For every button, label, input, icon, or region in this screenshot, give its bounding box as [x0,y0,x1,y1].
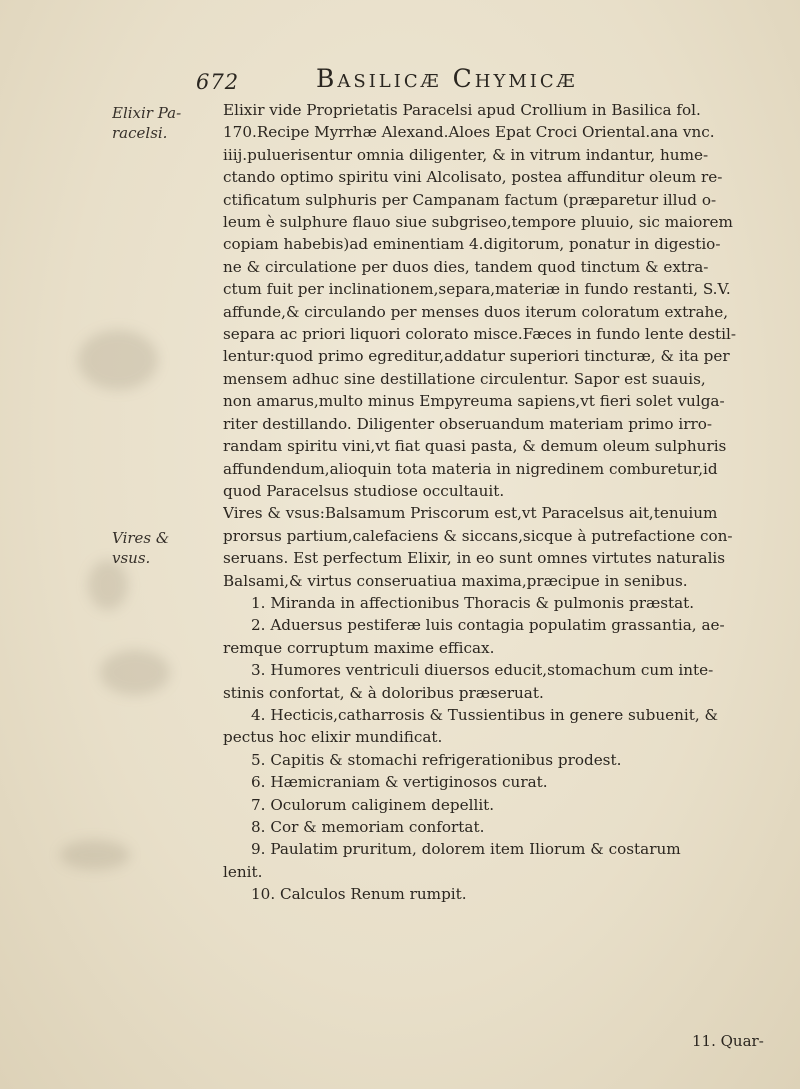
text-line: non amarus,multo minus Empyreuma sapiens,vt fieri solet vulga- [223,392,725,411]
text-line: randam spiritu vini,vt fiat quasi pasta, & demum oleum sulphuris [223,437,727,456]
list-item: 7. Oculorum caliginem depellit. [251,795,495,814]
text-line: affundendum,alioquin tota materia in nigredinem comburetur,id [223,459,718,478]
text-line: affunde,& circulando per menses duos iterum coloratum extrahe, [223,302,729,321]
list-item-continuation: remque corruptum maxime efficax. [223,638,495,657]
list-item: 4. Hecticis,catharrosis & Tussientibus in genere subuenit, & [251,705,719,724]
text-line: seruans. Est perfectum Elixir, in eo sunt omnes virtutes naturalis [223,549,726,568]
text-line: separa ac priori liquori colorato misce.Fæces in fundo lente destil- [223,325,736,344]
text-line: 170.Recipe Myrrhæ Alexand.Aloes Epat Croci Oriental.ana vnc. [223,123,715,142]
list-item-continuation: lenit. [223,862,263,881]
main-text [223,99,768,906]
text-line: copiam habebis)ad eminentiam 4.digitorum, ponatur in digestio- [223,235,721,254]
list-item: 3. Humores ventriculi diuersos educit,stomachum cum inte- [251,661,714,680]
list-item: 5. Capitis & stomachi refrigerationibus prodest. [251,750,622,769]
text-line: mensem adhuc sine destillatione circulentur. Sapor est suauis, [223,369,706,388]
text-line: quod Paracelsus studiose occultauit. [223,481,505,500]
text-line: leum è sulphure flauo siue subgriseo,tempore pluuio, sic maiorem [223,213,733,232]
text-line: lentur:quod primo egreditur,addatur superiori tincturæ, & ita per [223,347,730,366]
list-item: 6. Hæmicraniam & vertiginosos curat. [251,773,548,792]
margin-note-line: racelsi. [112,124,168,142]
list-item: 9. Paulatim pruritum, dolorem item Iliorum & costarum [251,840,681,859]
text-line: prorsus partium,calefaciens & siccans,sicque à putrefactione con- [223,526,733,545]
text-line: ne & circulatione per duos dies, tandem quod tinctum & extra- [223,257,709,276]
virtues-list [223,592,768,906]
text-line: Elixir vide Proprietatis Paracelsi apud Crollium in Basilica fol. [223,101,701,119]
paragraph-recipe [223,99,768,502]
ink-stain [60,840,130,870]
text-line: ctando optimo spiritu vini Alcolisato, postea affunditur oleum re- [223,168,723,187]
text-line: iiij.puluerisentur omnia diligenter, & in vitrum indantur, hume- [223,145,709,164]
list-item: 10. Calculos Renum rumpit. [251,885,467,904]
ink-stain [100,650,170,695]
list-item-continuation: pectus hoc elixir mundificat. [223,728,443,747]
paragraph-vires [223,502,768,592]
text-line: ctificatum sulphuris per Campanam factum (præparetur illud o- [223,190,717,209]
text-line: Balsami,& virtus conseruatiua maxima,præcipue in senibus. [223,571,688,590]
margin-note-vires [112,528,169,568]
page-header [196,62,616,96]
margin-note-elixir [112,103,181,143]
list-item: 1. Miranda in affectionibus Thoracis & pulmonis præstat. [251,593,695,612]
running-title: Basilicæ Chymicæ [316,64,578,93]
margin-note-line: Elixir Pa- [112,104,182,122]
margin-note-line: vsus. [112,549,151,567]
list-item: 8. Cor & memoriam confortat. [251,818,485,836]
list-item-continuation: stinis confortat, & à doloribus præseruat. [223,683,544,702]
ink-stain [78,330,158,390]
margin-note-line: Vires & [112,529,170,547]
text-line: Vires & vsus:Balsamum Priscorum est,vt Paracelsus ait,tenuium [223,504,718,523]
text-line: riter destillando. Diligenter obseruandum materiam primo irro- [223,414,713,433]
catchword: 11. Quar- [692,1032,764,1050]
page-number: 672 [196,70,240,94]
text-line: ctum fuit per inclinationem,separa,materiæ in fundo restanti, S.V. [223,280,731,299]
list-item: 2. Aduersus pestiferæ luis contagia populatim grassantia, ae- [251,616,725,635]
